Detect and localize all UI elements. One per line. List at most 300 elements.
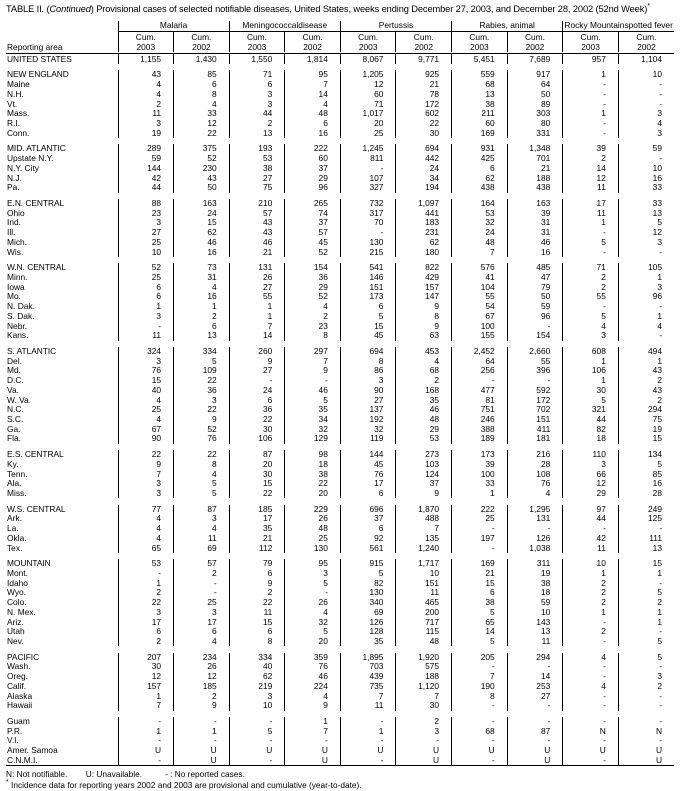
row-label-n-y-city: N.Y. City xyxy=(7,163,39,173)
cell-value: 106 xyxy=(229,434,285,444)
table-row xyxy=(6,489,674,499)
cell-value: 17 xyxy=(563,199,619,209)
cell-value: 168 xyxy=(396,386,452,396)
cell-value: 96 xyxy=(285,183,341,193)
cell-value: 10 xyxy=(618,164,674,174)
cell-value: 30 xyxy=(563,386,619,396)
cell-value: 33 xyxy=(618,183,674,193)
cell-value: 45 xyxy=(285,238,341,248)
cell-value: 12 xyxy=(618,228,674,238)
cell-value: 2 xyxy=(563,273,619,283)
cell-value: 143 xyxy=(507,617,563,627)
cell-value: 2 xyxy=(563,283,619,293)
cell-value: 55 xyxy=(507,357,563,367)
cell-value: 9 xyxy=(174,701,230,711)
cell-value: 25 xyxy=(118,238,174,248)
cell-value: 1 xyxy=(118,302,174,312)
cell-value: 85 xyxy=(174,70,230,80)
cell-value: 11 xyxy=(118,109,174,119)
table-row xyxy=(6,302,674,312)
cell-value: 8 xyxy=(340,357,396,367)
table-row xyxy=(6,109,674,119)
cell-value: 453 xyxy=(396,347,452,357)
cell-value: 157 xyxy=(118,682,174,692)
cell-value: 108 xyxy=(507,469,563,479)
cell-value: 2 xyxy=(618,395,674,405)
cell-value: 3 xyxy=(618,128,674,138)
cell-value: 100 xyxy=(452,469,508,479)
cell-value: - xyxy=(340,228,396,238)
row-label-nebr: Nebr. xyxy=(7,321,28,331)
cell-value: - xyxy=(507,736,563,746)
cell-value: 207 xyxy=(118,653,174,663)
footnote-legend: N: Not notifiable. U: Unavailable. - : No reported cases. xyxy=(6,769,245,780)
cell-value: - xyxy=(563,80,619,90)
table-row xyxy=(6,199,674,209)
table-row xyxy=(6,637,674,647)
cell-value: - xyxy=(563,90,619,100)
cell-value: 82 xyxy=(340,579,396,589)
cell-value: 6 xyxy=(340,302,396,312)
table-row xyxy=(6,691,674,701)
cell-value: 111 xyxy=(618,534,674,544)
cell-value: 12 xyxy=(174,672,230,682)
cell-value: 5 xyxy=(563,238,619,248)
cell-value: 172 xyxy=(396,99,452,109)
row-label-conn: Conn. xyxy=(7,128,30,138)
cell-value: 1,814 xyxy=(285,54,341,64)
cell-value: 71 xyxy=(563,263,619,273)
cell-value: 28 xyxy=(507,460,563,470)
cell-value: 4 xyxy=(174,524,230,534)
cell-value: 46 xyxy=(396,405,452,415)
cell-value: 1 xyxy=(118,579,174,589)
cell-value: 703 xyxy=(340,662,396,672)
cell-value: 3 xyxy=(118,608,174,618)
title-prefix: TABLE II. ( xyxy=(6,4,50,14)
cell-value: - xyxy=(507,321,563,331)
cell-value: 2 xyxy=(285,312,341,322)
row-label-minn: Minn. xyxy=(7,272,28,283)
cell-value: 1,920 xyxy=(396,653,452,663)
cell-value: 702 xyxy=(507,405,563,415)
cell-value: 6 xyxy=(452,588,508,598)
cell-value: 10 xyxy=(229,701,285,711)
table-row xyxy=(6,672,674,682)
table-row xyxy=(6,376,674,386)
row-label-oreg: Oreg. xyxy=(7,672,28,682)
cell-value: 63 xyxy=(396,331,452,341)
cell-value: 2 xyxy=(618,376,674,386)
cell-value: - xyxy=(563,691,619,701)
cell-value: 9 xyxy=(118,460,174,470)
cell-value: 1,240 xyxy=(396,543,452,553)
header-group-malaria: Malaria xyxy=(118,21,229,32)
cell-value: 69 xyxy=(340,608,396,618)
cell-value: 3 xyxy=(396,727,452,737)
cell-value: 10 xyxy=(396,569,452,579)
cell-value: 438 xyxy=(507,183,563,193)
cell-value: 43 xyxy=(118,70,174,80)
table-row xyxy=(6,228,674,238)
cell-value: 22 xyxy=(174,128,230,138)
cell-value: 197 xyxy=(452,534,508,544)
cell-value: 86 xyxy=(340,366,396,376)
cell-value: 59 xyxy=(118,154,174,164)
cell-value: 5 xyxy=(285,627,341,637)
cell-value: 107 xyxy=(340,173,396,183)
cell-value: 64 xyxy=(507,80,563,90)
table-row xyxy=(6,347,674,357)
cell-value: 273 xyxy=(396,450,452,460)
cell-value: 45 xyxy=(340,331,396,341)
cell-value: 2 xyxy=(618,598,674,608)
cell-value: 6 xyxy=(340,489,396,499)
cell-value: 27 xyxy=(229,173,285,183)
cell-value: - xyxy=(340,164,396,174)
cell-value: 22 xyxy=(229,489,285,499)
cell-value: 53 xyxy=(118,559,174,569)
cell-value: 9 xyxy=(396,489,452,499)
cell-value: 311 xyxy=(507,559,563,569)
cell-value: 4 xyxy=(174,99,230,109)
cell-value: 68 xyxy=(452,80,508,90)
cell-value: - xyxy=(340,736,396,746)
cell-value: - xyxy=(618,627,674,637)
cell-value: 43 xyxy=(229,218,285,228)
table-row xyxy=(6,218,674,228)
cell-value: 163 xyxy=(174,199,230,209)
cell-value: 24 xyxy=(229,386,285,396)
row-label-ill: Ill. xyxy=(7,228,16,238)
cell-value: - xyxy=(229,376,285,386)
cell-value: 10 xyxy=(563,559,619,569)
cell-value: 917 xyxy=(507,70,563,80)
header-rabies-cum-2002: Cum. 2002 xyxy=(507,32,563,53)
cell-value: 16 xyxy=(174,247,230,257)
cell-value: - xyxy=(340,717,396,727)
cell-value: 154 xyxy=(507,331,563,341)
cell-value: 27 xyxy=(229,366,285,376)
cell-value: 13 xyxy=(229,128,285,138)
cell-value: 69 xyxy=(174,543,230,553)
cell-value: 561 xyxy=(340,543,396,553)
cell-value: 6 xyxy=(340,524,396,534)
table-row xyxy=(6,505,674,515)
header-malaria-cum-2002: Cum. 2002 xyxy=(174,32,230,53)
row-label-colo: Colo. xyxy=(7,598,27,608)
cell-value: 224 xyxy=(285,682,341,692)
cell-value: 14 xyxy=(285,90,341,100)
cell-value: - xyxy=(118,569,174,579)
cell-value: 38 xyxy=(452,99,508,109)
cell-value: - xyxy=(563,99,619,109)
cell-value: 50 xyxy=(507,292,563,302)
cell-value: 22 xyxy=(118,450,174,460)
cell-value: 10 xyxy=(118,247,174,257)
cell-value: 2 xyxy=(174,312,230,322)
table-row xyxy=(6,209,674,219)
cell-value: - xyxy=(563,128,619,138)
cell-value: 96 xyxy=(507,312,563,322)
cell-value: 4 xyxy=(285,302,341,312)
cell-value: 190 xyxy=(452,682,508,692)
cell-value: 32 xyxy=(452,218,508,228)
table-row xyxy=(6,701,674,711)
cell-value: 14 xyxy=(229,331,285,341)
cell-value: 477 xyxy=(452,386,508,396)
cell-value: 6 xyxy=(118,292,174,302)
cell-value: 1 xyxy=(618,608,674,618)
cell-value: 18 xyxy=(285,460,341,470)
cell-value: 65 xyxy=(118,543,174,553)
cell-value: 2 xyxy=(118,637,174,647)
table-row xyxy=(6,756,674,766)
table-row xyxy=(6,238,674,248)
cell-value: U xyxy=(174,746,230,756)
cell-value: 1,155 xyxy=(118,54,174,64)
cell-value: 3 xyxy=(563,460,619,470)
cell-value: U xyxy=(618,746,674,756)
cell-value: 3 xyxy=(229,90,285,100)
cell-value: 67 xyxy=(118,424,174,434)
cell-value: 26 xyxy=(174,662,230,672)
cell-value: 96 xyxy=(618,292,674,302)
cell-value: 5 xyxy=(618,588,674,598)
cell-value: 46 xyxy=(174,238,230,248)
cell-value: 13 xyxy=(618,543,674,553)
cell-value: 11 xyxy=(340,701,396,711)
cell-value: 55 xyxy=(229,292,285,302)
table-row xyxy=(6,283,674,293)
cell-value: - xyxy=(118,756,174,766)
table-row xyxy=(6,154,674,164)
table-row xyxy=(6,579,674,589)
cell-value: 9,771 xyxy=(396,54,452,64)
cell-value: 34 xyxy=(285,415,341,425)
cell-value: 22 xyxy=(118,598,174,608)
row-label-maine: Maine xyxy=(7,80,30,90)
cell-value: 2 xyxy=(174,691,230,701)
cell-value: 297 xyxy=(285,347,341,357)
cell-value: 3 xyxy=(118,357,174,367)
footnote-incidence: * Incidence data for reporting years 2002 and 2003 are provisional and cumulative (year-to-date). xyxy=(6,779,362,791)
cell-value: 575 xyxy=(396,662,452,672)
cell-value: 2 xyxy=(563,588,619,598)
cell-value: 37 xyxy=(285,164,341,174)
cell-value: 25 xyxy=(118,273,174,283)
cell-value: 334 xyxy=(229,653,285,663)
cell-value: 188 xyxy=(396,672,452,682)
row-label-miss: Miss. xyxy=(7,488,27,498)
cell-value: 10 xyxy=(507,608,563,618)
title-suffix: ) Provisional cases of selected notifiable diseases, United States, weeks ending December 27, 2003, and December 28, 2002 (52nd Week) xyxy=(90,4,648,14)
table-row xyxy=(6,292,674,302)
cell-value: - xyxy=(174,717,230,727)
cell-value: 35 xyxy=(340,637,396,647)
cell-value: 147 xyxy=(396,292,452,302)
cell-value: 6 xyxy=(229,569,285,579)
cell-value: 1 xyxy=(563,357,619,367)
row-label-la: La. xyxy=(7,524,19,534)
cell-value: 3 xyxy=(118,489,174,499)
cell-value: 62 xyxy=(174,228,230,238)
cell-value: 6 xyxy=(229,80,285,90)
cell-value: 25 xyxy=(174,598,230,608)
cell-value: - xyxy=(118,717,174,727)
cell-value: 303 xyxy=(507,109,563,119)
cell-value: 7 xyxy=(118,469,174,479)
cell-value: 157 xyxy=(396,283,452,293)
cell-value: 110 xyxy=(563,450,619,460)
cell-value: 134 xyxy=(618,450,674,460)
cell-value: 33 xyxy=(452,479,508,489)
cell-value: 43 xyxy=(618,386,674,396)
cell-value: 4 xyxy=(396,357,452,367)
cell-value: 55 xyxy=(452,292,508,302)
cell-value: 4 xyxy=(563,682,619,692)
cell-value: 1 xyxy=(452,489,508,499)
cell-value: 6 xyxy=(452,164,508,174)
cell-value: 359 xyxy=(285,653,341,663)
cell-value: 64 xyxy=(452,357,508,367)
cell-value: - xyxy=(618,579,674,589)
cell-value: 234 xyxy=(174,653,230,663)
cell-value: 37 xyxy=(340,514,396,524)
cell-value: 71 xyxy=(229,70,285,80)
cell-value: 185 xyxy=(174,682,230,692)
cell-value: - xyxy=(396,736,452,746)
table-row xyxy=(6,415,674,425)
cell-value: 3 xyxy=(229,691,285,701)
table-row xyxy=(6,617,674,627)
cell-value: 90 xyxy=(340,386,396,396)
cell-value: 260 xyxy=(229,347,285,357)
cell-value: 62 xyxy=(396,238,452,248)
table-row xyxy=(6,746,674,756)
cell-value: 60 xyxy=(285,154,341,164)
cell-value: 2 xyxy=(618,682,674,692)
cell-value: 73 xyxy=(174,263,230,273)
cell-value: 95 xyxy=(285,559,341,569)
cell-value: U xyxy=(285,746,341,756)
cell-value: 12 xyxy=(118,672,174,682)
cell-value: 13 xyxy=(174,331,230,341)
cell-value: 50 xyxy=(507,90,563,100)
cell-value: 205 xyxy=(452,653,508,663)
cell-value: 76 xyxy=(174,434,230,444)
cell-value: 20 xyxy=(285,637,341,647)
cell-value: U xyxy=(618,756,674,766)
cell-value: 1,870 xyxy=(396,505,452,515)
cell-value: 9 xyxy=(285,366,341,376)
cell-value: 53 xyxy=(452,209,508,219)
cell-value: 696 xyxy=(340,505,396,515)
header-group-rabies-animal: Rabies, animal xyxy=(452,21,563,32)
cell-value: 80 xyxy=(507,119,563,129)
row-label-nev: Nev. xyxy=(7,636,24,646)
cell-value: 3 xyxy=(229,99,285,109)
cell-value: 37 xyxy=(396,479,452,489)
cell-value: 3 xyxy=(340,376,396,386)
cell-value: 39 xyxy=(452,460,508,470)
cell-value: - xyxy=(563,524,619,534)
cell-value: 22 xyxy=(229,415,285,425)
cell-value: 3 xyxy=(174,514,230,524)
cell-value: - xyxy=(563,228,619,238)
header-meningococcal-cum-2002: Cum. 2002 xyxy=(285,32,341,53)
row-label-c-n-m-i: C.N.M.I. xyxy=(7,755,38,765)
cell-value: 46 xyxy=(285,386,341,396)
cell-value: 5 xyxy=(174,357,230,367)
table-row xyxy=(6,524,674,534)
cell-value: 54 xyxy=(452,302,508,312)
cell-value: 694 xyxy=(340,347,396,357)
cell-value: 5 xyxy=(563,312,619,322)
cell-value: 1,120 xyxy=(396,682,452,692)
notifiable-diseases-table xyxy=(6,21,674,768)
row-label-va: Va. xyxy=(7,385,19,395)
cell-value: 42 xyxy=(118,173,174,183)
cell-value: 1 xyxy=(118,691,174,701)
row-label-tenn: Tenn. xyxy=(7,469,28,479)
cell-value: 193 xyxy=(229,144,285,154)
cell-value: 24 xyxy=(396,164,452,174)
cell-value: 52 xyxy=(174,424,230,434)
cell-value: - xyxy=(452,701,508,711)
cell-value: 79 xyxy=(229,559,285,569)
cell-value: 29 xyxy=(285,283,341,293)
cell-value: 25 xyxy=(118,405,174,415)
table-row xyxy=(6,534,674,544)
cell-value: 22 xyxy=(285,479,341,489)
cell-value: 130 xyxy=(285,543,341,553)
cell-value: 32 xyxy=(285,424,341,434)
cell-value: 7 xyxy=(396,524,452,534)
cell-value: 4 xyxy=(118,534,174,544)
table-row xyxy=(6,434,674,444)
cell-value: 53 xyxy=(229,154,285,164)
cell-value: 29 xyxy=(563,489,619,499)
cell-value: - xyxy=(618,701,674,711)
cell-value: 38 xyxy=(452,598,508,608)
cell-value: 13 xyxy=(507,627,563,637)
cell-value: 43 xyxy=(229,228,285,238)
cell-value: 811 xyxy=(340,154,396,164)
cell-value: 31 xyxy=(507,218,563,228)
cell-value: 40 xyxy=(118,386,174,396)
cell-value: 45 xyxy=(340,460,396,470)
row-label-e-n-central: E.N. CENTRAL xyxy=(7,198,65,209)
row-label-w-va: W. Va. xyxy=(7,395,32,405)
cell-value: 29 xyxy=(285,173,341,183)
cell-value: 11 xyxy=(563,209,619,219)
cell-value: 6 xyxy=(229,395,285,405)
row-label-wash: Wash. xyxy=(7,662,31,672)
cell-value: 249 xyxy=(618,505,674,515)
cell-value: 48 xyxy=(396,415,452,425)
cell-value: 1,104 xyxy=(618,54,674,64)
cell-value: 36 xyxy=(285,273,341,283)
cell-value: - xyxy=(507,717,563,727)
cell-value: N xyxy=(563,727,619,737)
row-label-mountain: MOUNTAIN xyxy=(7,559,51,569)
table-body xyxy=(6,54,674,766)
cell-value: 2,452 xyxy=(452,347,508,357)
table-row xyxy=(6,128,674,138)
cell-value: 1 xyxy=(618,312,674,322)
cell-value: - xyxy=(452,736,508,746)
